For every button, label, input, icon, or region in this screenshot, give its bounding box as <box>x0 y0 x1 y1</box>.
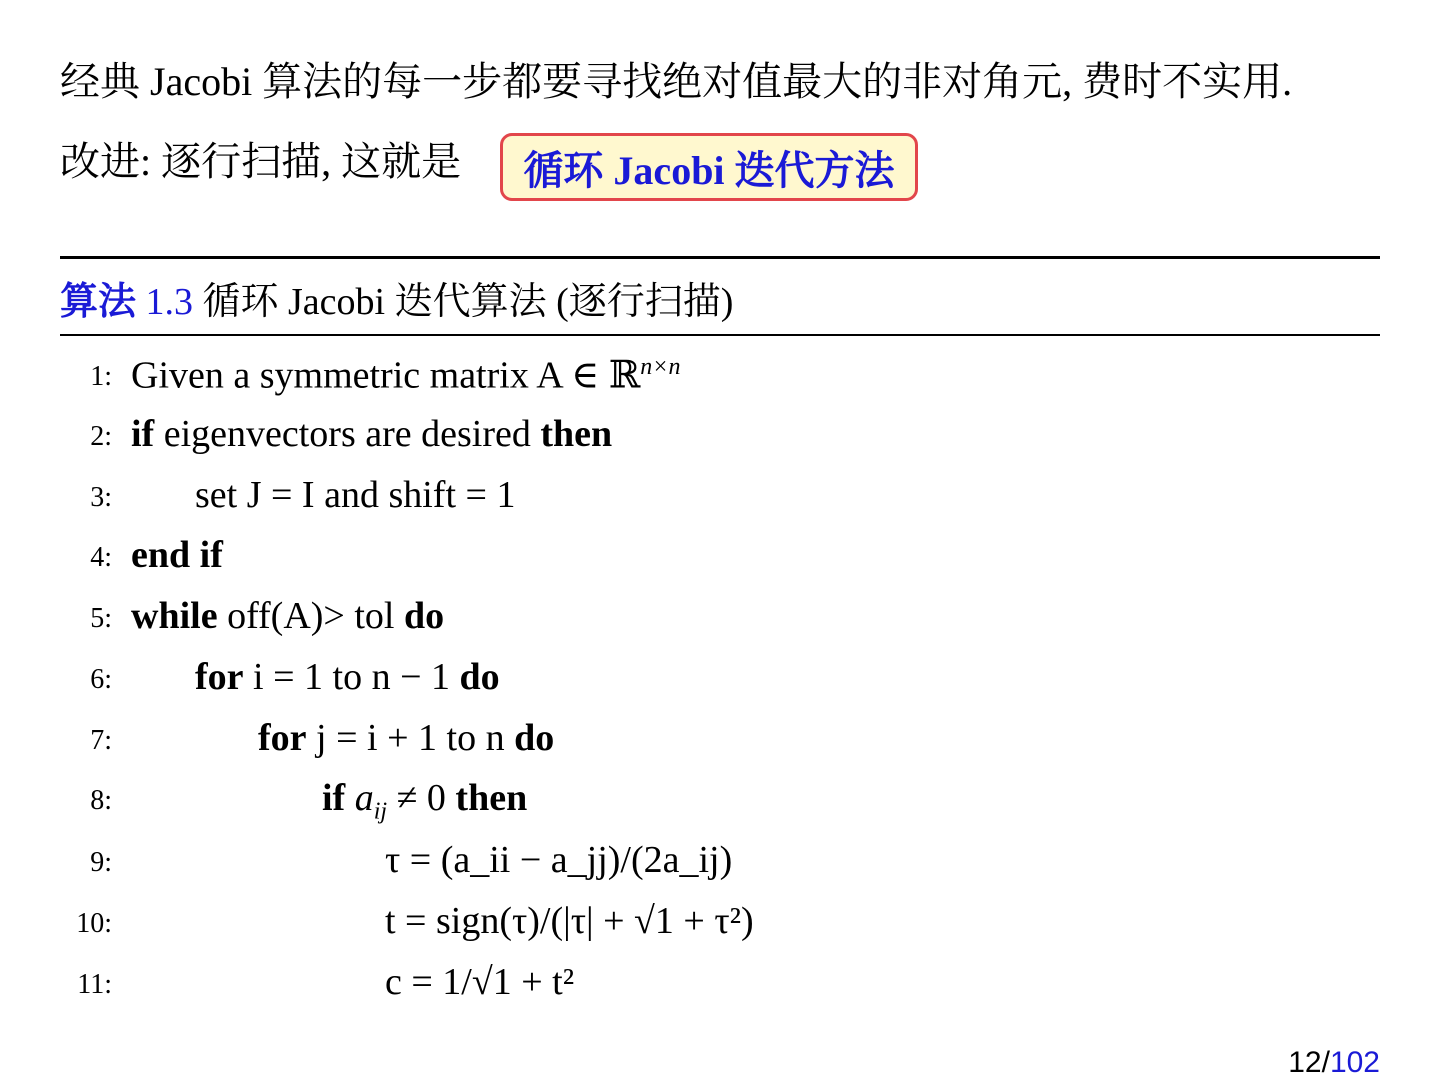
keyword: if <box>322 777 346 819</box>
line-number: 2: <box>90 421 112 452</box>
intro-line-1: 经典 Jacobi 算法的每一步都要寻找绝对值最大的非对角元, 费时不实用. <box>60 59 1293 104</box>
line-number: 11: <box>77 969 112 1000</box>
keyword: then <box>540 413 613 455</box>
line-superscript: n×n <box>640 354 681 380</box>
line-text: c = 1/√1 + t² <box>385 961 575 1003</box>
line-text: j = i + 1 to n <box>316 717 505 759</box>
line-number: 3: <box>90 482 112 513</box>
keyword: do <box>459 656 500 698</box>
line-number: 6: <box>90 664 112 695</box>
algorithm-mid-rule <box>60 334 1380 336</box>
line-text: eigenvectors are desired <box>163 413 531 455</box>
highlight-method-box: 循环 Jacobi 迭代方法 <box>500 133 918 201</box>
keyword: do <box>514 717 555 759</box>
line-text: off(A)> tol <box>227 595 395 637</box>
line-number: 8: <box>90 785 112 816</box>
line-text: a <box>354 777 374 819</box>
line-subscript: ij <box>373 798 388 825</box>
page-total: 102 <box>1329 1046 1380 1079</box>
line-number: 10: <box>76 908 112 939</box>
algorithm-caption <box>60 283 733 321</box>
keyword: do <box>403 595 445 637</box>
keyword: for <box>195 656 244 698</box>
page-number <box>1288 1046 1380 1080</box>
line-text: t = sign(τ)/(|τ| + √1 + τ²) <box>385 900 754 942</box>
line-text: set J = I and shift = 1 <box>195 474 516 516</box>
line-number: 1: <box>90 361 112 392</box>
keyword: then <box>455 777 528 819</box>
algorithm-top-rule <box>60 256 1380 259</box>
line-text: Given a symmetric matrix A ∈ ℝ <box>131 354 641 397</box>
page-current: 12/ <box>1288 1046 1330 1079</box>
keyword: end if <box>131 534 223 576</box>
algorithm-title: 循环 Jacobi 迭代算法 (逐行扫描) <box>202 281 734 323</box>
algorithm-number: 1.3 <box>145 281 194 323</box>
intro-line-2: 改进: 逐行扫描, 这就是 <box>60 139 462 184</box>
line-text-2: ≠ 0 <box>396 777 446 819</box>
line-number: 7: <box>90 725 112 756</box>
line-number: 5: <box>90 603 112 634</box>
line-number: 4: <box>90 542 112 573</box>
line-number: 9: <box>90 847 112 878</box>
keyword: while <box>131 595 218 637</box>
algorithm-label: 算法 <box>60 281 137 323</box>
line-text: τ = (a_ii − a_jj)/(2a_ij) <box>385 839 733 881</box>
keyword: if <box>131 413 155 455</box>
keyword: for <box>258 717 307 759</box>
line-text: i = 1 to n − 1 <box>253 656 451 698</box>
